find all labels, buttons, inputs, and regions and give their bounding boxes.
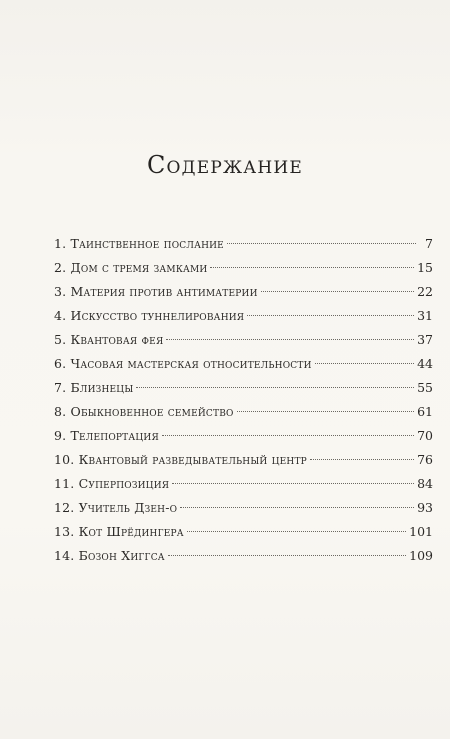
dot-leader	[227, 243, 416, 244]
dot-leader	[166, 339, 414, 340]
toc-entry-title: 7. Близнецы	[54, 380, 134, 395]
toc-entry-page: 37	[417, 332, 433, 347]
toc-entry-title: 8. Обыкновенное семейство	[54, 404, 234, 419]
toc-entry-page: 93	[417, 500, 433, 515]
dot-leader	[237, 411, 415, 412]
toc-entry	[54, 256, 433, 280]
toc-entry	[54, 424, 433, 448]
toc-entry-title: 6. Часовая мастерская относительности	[54, 356, 312, 371]
toc-entry	[54, 328, 433, 352]
toc-entry-title: 3. Материя против антиматерии	[54, 284, 258, 299]
toc-entry-title: 12. Учитель Дзен-о	[54, 500, 178, 515]
toc-entry-page: 15	[417, 260, 433, 275]
page-title: Содержание	[146, 151, 303, 179]
dot-leader	[310, 459, 414, 460]
dot-leader	[162, 435, 414, 436]
dot-leader	[315, 363, 414, 364]
dot-leader	[210, 267, 414, 268]
dot-leader	[247, 315, 414, 316]
toc-entry-title: 11. Суперпозиция	[54, 476, 170, 491]
toc-entry	[54, 544, 433, 568]
toc-entry	[54, 352, 433, 376]
toc-entry-page: 61	[417, 404, 433, 419]
table-of-contents	[54, 232, 433, 568]
toc-entry-page: 70	[417, 428, 433, 443]
toc-entry	[54, 376, 433, 400]
toc-entry-title: 2. Дом с тремя замками	[54, 260, 208, 275]
toc-entry-title: 5. Квантовая фея	[54, 332, 164, 347]
dot-leader	[187, 531, 406, 532]
dot-leader	[172, 483, 414, 484]
toc-entry-page: 31	[417, 308, 433, 323]
toc-entry-page: 76	[417, 452, 433, 467]
toc-entry	[54, 232, 433, 256]
toc-entry	[54, 448, 433, 472]
toc-entry-title: 1. Таинственное послание	[54, 236, 224, 251]
toc-entry-page: 101	[409, 524, 433, 539]
toc-entry-page: 7	[425, 236, 433, 251]
toc-entry	[54, 304, 433, 328]
toc-entry-page: 84	[417, 476, 433, 491]
dot-leader	[168, 555, 406, 556]
toc-entry-title: 13. Кот Шрёдингера	[54, 524, 184, 539]
toc-entry	[54, 472, 433, 496]
toc-entry-title: 10. Квантовый разведывательный центр	[54, 452, 307, 467]
toc-entry	[54, 280, 433, 304]
toc-entry-title: 4. Искусство туннелирования	[54, 308, 245, 323]
toc-entry-page: 55	[417, 380, 433, 395]
toc-entry-title: 14. Бозон Хиггса	[54, 548, 165, 563]
toc-entry-title: 9. Телепортация	[54, 428, 159, 443]
toc-entry-page: 22	[417, 284, 433, 299]
toc-entry	[54, 400, 433, 424]
toc-entry-page: 44	[417, 356, 433, 371]
toc-entry-page: 109	[409, 548, 433, 563]
toc-entry	[54, 496, 433, 520]
dot-leader	[261, 291, 414, 292]
dot-leader	[136, 387, 414, 388]
toc-entry	[54, 520, 433, 544]
dot-leader	[180, 507, 414, 508]
